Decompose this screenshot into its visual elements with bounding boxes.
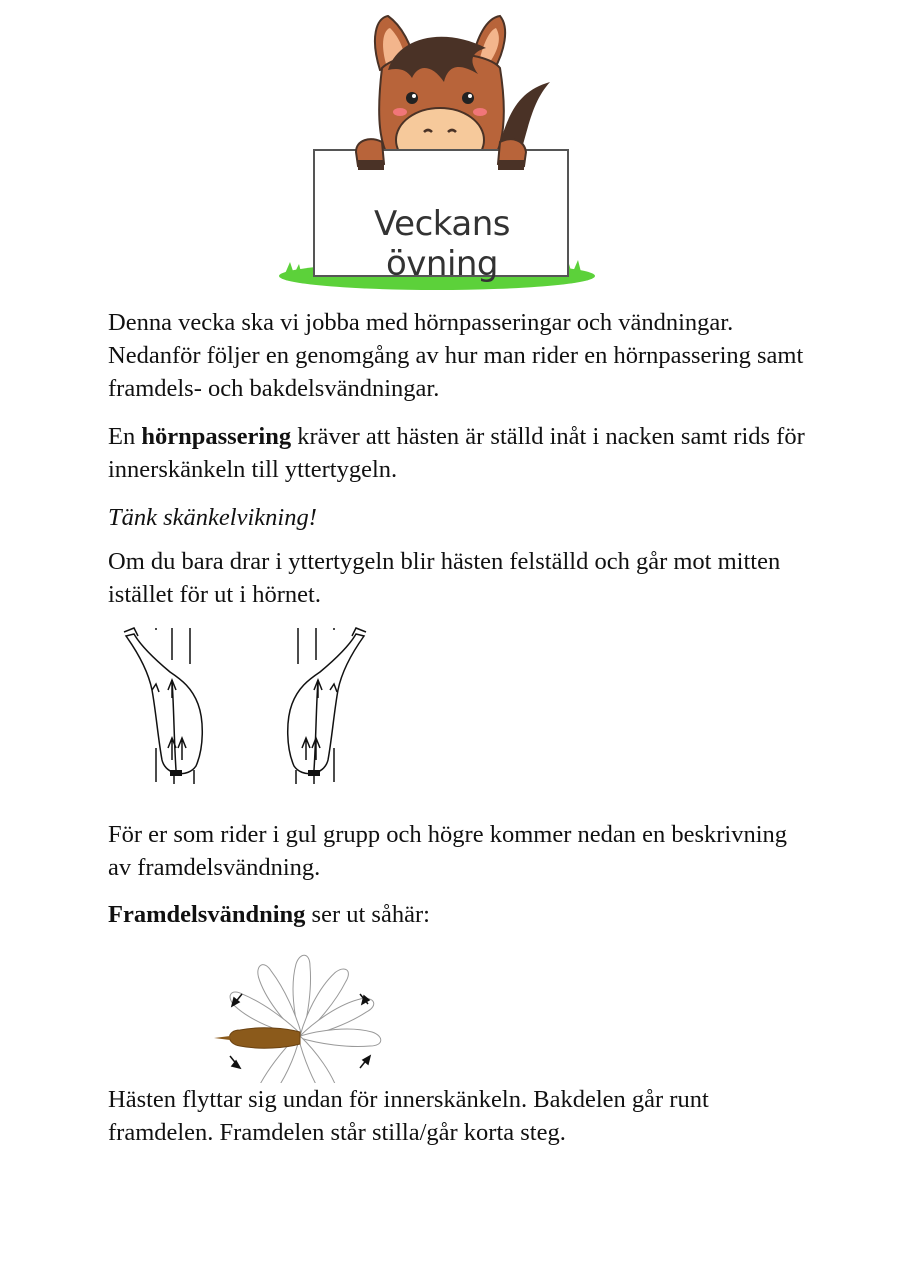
group-paragraph: För er som rider i gul grupp och högre kommer nedan en beskrivning av framdelsvändning. xyxy=(108,821,788,881)
corner-text-pre: En xyxy=(108,423,142,450)
corner-text-post: kräver att hästen är ställd inåt i nacken samt rids för innerskänkeln till yttertygeln. xyxy=(108,423,805,483)
forehand-turn-figure xyxy=(210,948,390,1083)
corner-passing-figure xyxy=(112,620,382,795)
explain-paragraph: Hästen flyttar sig undan för innerskänkeln. Bakdelen går runt framdelen. Framdelen står stilla/går korta steg. xyxy=(108,1086,709,1146)
turn-term: Framdelsvändning xyxy=(108,901,306,928)
warning-paragraph: Om du bara drar i yttertygeln blir hästen felställd och går mot mitten istället för ut i hörnet. xyxy=(108,548,781,608)
forehand-turn-icon xyxy=(210,948,390,1083)
tip-paragraph xyxy=(108,501,808,534)
corner-term: hörnpassering xyxy=(141,423,292,450)
turn-text-post: ser ut såhär: xyxy=(305,901,430,928)
corner-paragraph xyxy=(108,420,808,486)
horse-topview-icon xyxy=(112,620,382,795)
tip-text: Tänk skänkelvikning! xyxy=(108,504,317,531)
sign-title: Veckans övning xyxy=(374,204,510,284)
intro-paragraph: Denna vecka ska vi jobba med hörnpasseringar och vändningar. Nedanför följer en genomgång av hur man rider en hörnpassering samt framdels- och bakdelsvändningar. xyxy=(108,309,804,402)
turn-heading-paragraph xyxy=(108,898,808,931)
header-illustration xyxy=(272,8,602,300)
